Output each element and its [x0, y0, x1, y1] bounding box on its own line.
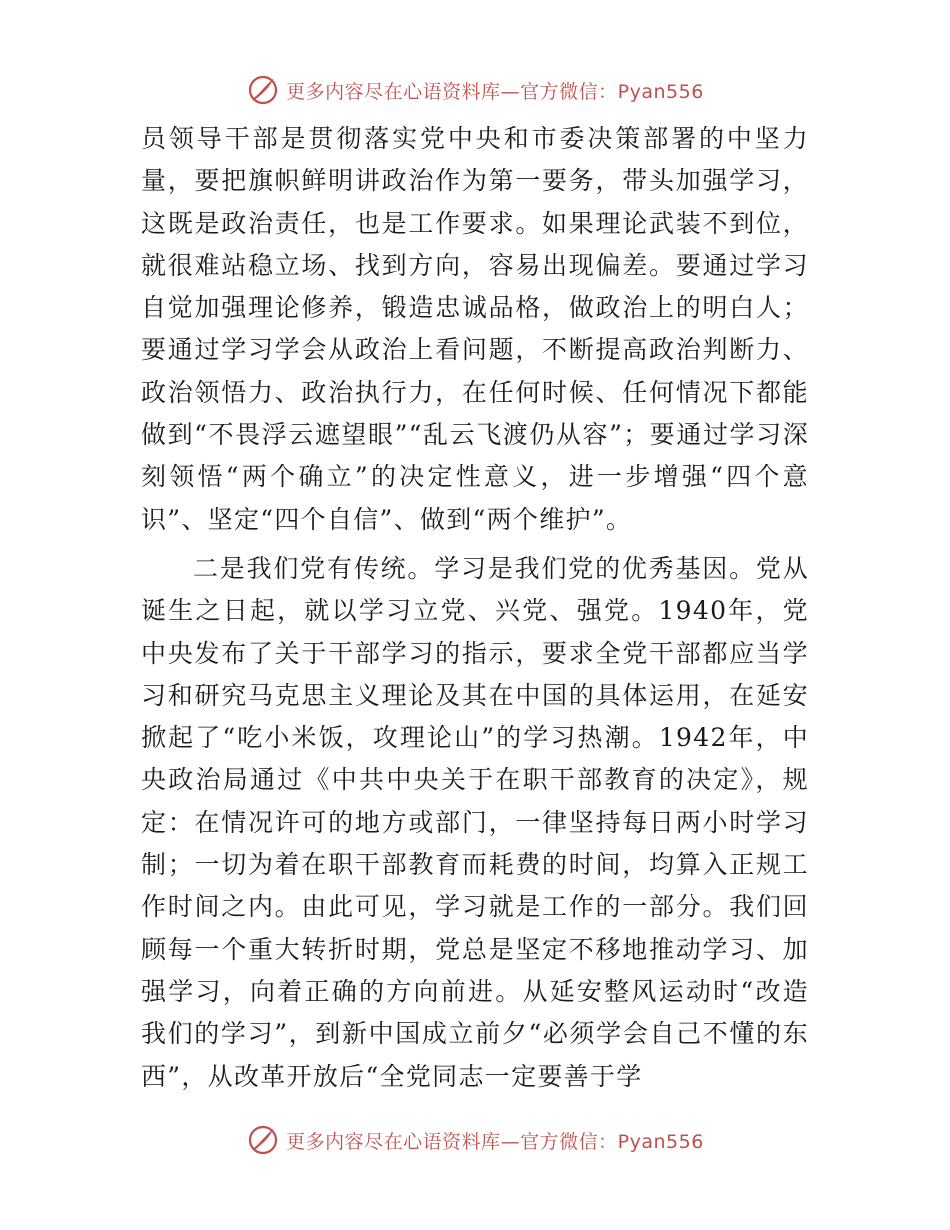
quill-logo-icon: [246, 73, 280, 107]
footer-watermark-banner: [0, 1122, 950, 1158]
paragraph-2: 二是我们党有传统。学习是我们党的优秀基因。党从诞生之日起，就以学习立党、兴党、强党。1940年，党中央发布了关于干部学习的指示，要求全党干部都应当学习和研究马克思主义理论及其在中国的具体运用，在延安掀起了“吃小米饭，攻理论山”的学习热潮。1942年，中央政治局通过《中共中央关于在职干部教育的决定》，规定：在情况许可的地方或部门，一律坚持每日两小时学习制；一切为着在职干部教育而耗费的时间，均算入正规工作时间之内。由此可见，学习就是工作的一部分。我们回顾每一个重大转折时期，党总是坚定不移地推动学习、加强学习，向着正确的方向前进。从延安整风运动时“改造我们的学习”，到新中国成立前夕“必须学会自己不懂的东西”，从改革开放后“全党同志一定要善于学: [141, 553, 809, 1091]
header-watermark-text: 更多内容尽在心语资料库—官方微信：Pyan556: [286, 80, 704, 103]
quill-logo-icon: [246, 1123, 280, 1157]
header-watermark-banner: [0, 72, 950, 108]
footer-watermark-text: 更多内容尽在心语资料库—官方微信：Pyan556: [286, 1130, 704, 1153]
document-body: [141, 118, 809, 1098]
paragraph-1: 员领导干部是贯彻落实党中央和市委决策部署的中坚力量，要把旗帜鲜明讲政治作为第一要务，带头加强学习，这既是政治责任，也是工作要求。如果理论武装不到位，就很难站稳立场、找到方向，容易出现偏差。要通过学习自觉加强理论修养，锻造忠诚品格，做政治上的明白人；要通过学习学会从政治上看问题，不断提高政治判断力、政治领悟力、政治执行力，在任何时候、任何情况下都能做到“不畏浮云遮望眼”“乱云飞渡仍从容”；要通过学习深刻领悟“两个确立”的决定性意义，进一步增强“四个意识”、坚定“四个自信”、做到“两个维护”。: [141, 124, 809, 534]
